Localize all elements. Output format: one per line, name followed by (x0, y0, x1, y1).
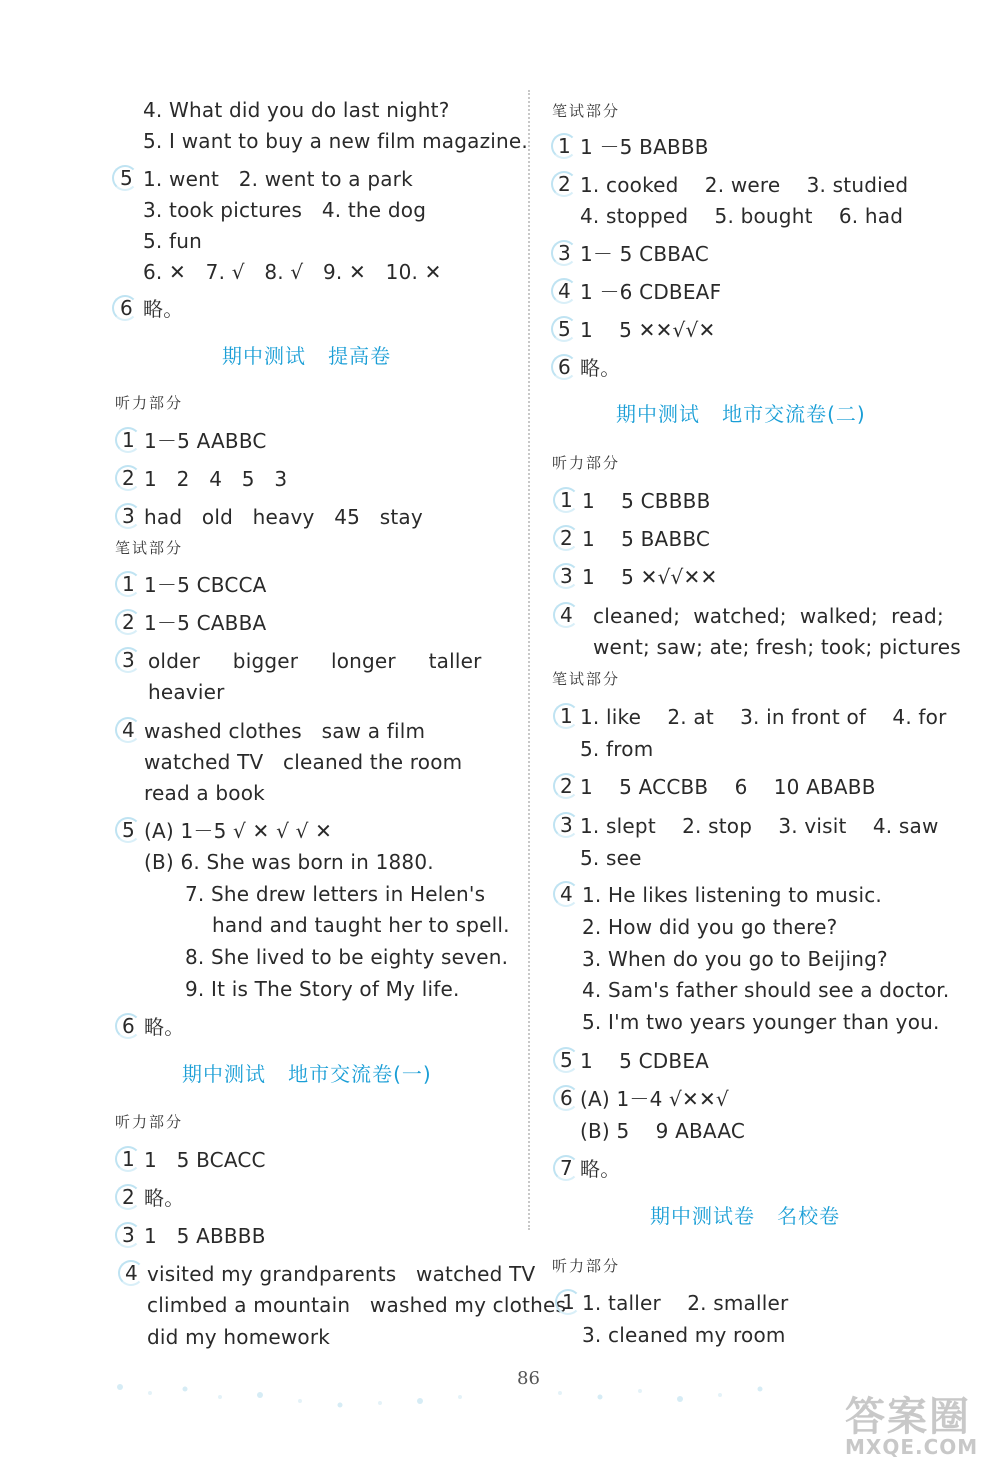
answer-line: 1 5 CDBEA (580, 1049, 710, 1073)
answer-line: older bigger longer taller (148, 649, 482, 673)
question-number: 1 (560, 704, 573, 728)
question-number: 1 (562, 1290, 575, 1314)
question-number: 6 (558, 355, 571, 379)
answer-line: 4. Sam's father should see a doctor. (582, 978, 950, 1002)
answer-line: 5. I want to buy a new film magazine. (143, 129, 528, 153)
subsection-label: 听力部分 (115, 1113, 184, 1131)
watermark-url: MXQE.COM (845, 1435, 979, 1459)
answer-line: 略。 (580, 356, 621, 380)
answer-line: 9. It is The Story of My life. (185, 977, 460, 1001)
answer-line: 1－5 CBCCA (144, 573, 267, 597)
question-number: 2 (560, 526, 573, 550)
answer-line: 1 2 4 5 3 (144, 467, 288, 491)
question-number: 4 (125, 1261, 138, 1285)
answer-line: 略。 (144, 1186, 185, 1210)
question-number: 2 (122, 610, 135, 634)
question-number: 7 (560, 1156, 573, 1180)
question-number: 5 (560, 1048, 573, 1072)
question-number: 4 (558, 279, 571, 303)
answer-line: 5. fun (143, 229, 203, 253)
answer-line: 7. She drew letters in Helen's (185, 882, 486, 906)
question-number: 2 (560, 774, 573, 798)
question-number: 2 (122, 466, 135, 490)
answer-line: 1 －5 BABBB (580, 135, 709, 159)
answer-line: 略。 (580, 1157, 621, 1181)
question-number: 1 (122, 572, 135, 596)
column-divider (528, 90, 530, 1230)
answer-line: 6. ✕ 7. √ 8. √ 9. ✕ 10. ✕ (143, 260, 442, 284)
answer-line: cleaned; watched; walked; read; (593, 604, 944, 628)
question-number: 6 (560, 1086, 573, 1110)
answer-line: 1 5 CBBBB (582, 489, 711, 513)
answer-line: (B) 6. She was born in 1880. (144, 850, 434, 874)
subsection-label: 笔试部分 (552, 102, 621, 120)
watermark-logo: 答案圈 (845, 1394, 971, 1440)
question-number: 5 (558, 317, 571, 341)
question-number: 4 (560, 882, 573, 906)
subsection-label: 听力部分 (552, 1257, 621, 1275)
answer-line: 1－ 5 CBBAC (580, 242, 709, 266)
question-number: 5 (122, 818, 135, 842)
answer-line: 1. cooked 2. were 3. studied (580, 173, 909, 197)
answer-line: 5. I'm two years younger than you. (582, 1010, 940, 1034)
question-number: 4 (122, 718, 135, 742)
answer-line: hand and taught her to spell. (212, 913, 510, 937)
answer-line: 4. stopped 5. bought 6. had (580, 204, 904, 228)
answer-line: had old heavy 45 stay (144, 505, 423, 529)
section-title: 期中测试 地市交流卷(二) (616, 402, 866, 426)
answer-line: (B) 5 9 ABAAC (580, 1119, 746, 1143)
answer-line: 略。 (143, 297, 184, 321)
answer-line: 1. went 2. went to a park (143, 167, 413, 191)
answer-line: climbed a mountain washed my clothes (147, 1293, 567, 1317)
subsection-label: 笔试部分 (552, 670, 621, 688)
question-number: 3 (122, 1223, 135, 1247)
section-title: 期中测试卷 名校卷 (650, 1204, 841, 1228)
answer-line: 1 5 ACCBB 6 10 ABABB (580, 775, 876, 799)
answer-line: 3. took pictures 4. the dog (143, 198, 427, 222)
subsection-label: 听力部分 (115, 394, 184, 412)
answer-line: 3. When do you go to Beijing? (582, 947, 888, 971)
question-number: 2 (558, 172, 571, 196)
question-number: 3 (122, 648, 135, 672)
answer-line: 5. from (580, 737, 654, 761)
answer-line: 1. taller 2. smaller (582, 1291, 789, 1315)
answer-line: heavier (148, 680, 225, 704)
question-number: 5 (120, 166, 133, 190)
question-number: 1 (558, 134, 571, 158)
answer-line: 1 5 ABBBB (144, 1224, 266, 1248)
question-number: 1 (122, 428, 135, 452)
answer-line: watched TV cleaned the room (144, 750, 463, 774)
answer-line: did my homework (147, 1325, 331, 1349)
answer-line: 5. see (580, 846, 642, 870)
question-number: 2 (122, 1185, 135, 1209)
answer-line: washed clothes saw a film (144, 719, 426, 743)
answer-line: 4. What did you do last night? (143, 98, 450, 122)
answer-line: 1. like 2. at 3. in front of 4. for (580, 705, 947, 729)
question-number: 4 (560, 603, 573, 627)
answer-line: 1 －6 CDBEAF (580, 280, 722, 304)
question-number: 3 (558, 241, 571, 265)
answer-line: went; saw; ate; fresh; took; pictures (593, 635, 961, 659)
question-number: 6 (120, 296, 133, 320)
answer-line: visited my grandparents watched TV (147, 1262, 536, 1286)
question-number: 3 (560, 564, 573, 588)
answer-line: 略。 (144, 1015, 185, 1039)
footer-dots-decoration (110, 1375, 890, 1415)
answer-line: 1 5 BCACC (144, 1148, 266, 1172)
answer-line: 8. She lived to be eighty seven. (185, 945, 509, 969)
answer-line: 1 5 ✕✕√√✕ (580, 318, 716, 342)
answer-line: 1. He likes listening to music. (582, 883, 882, 907)
answer-line: 1. slept 2. stop 3. visit 4. saw (580, 814, 939, 838)
question-number: 1 (560, 488, 573, 512)
subsection-label: 听力部分 (552, 454, 621, 472)
answer-line: (A) 1－5 √ ✕ √ √ ✕ (144, 819, 333, 843)
answer-line: (A) 1－4 √✕✕√ (580, 1087, 729, 1111)
section-title: 期中测试 地市交流卷(一) (182, 1062, 432, 1086)
answer-line: 1－5 CABBA (144, 611, 267, 635)
answer-line: 1 5 BABBC (582, 527, 711, 551)
page-number: 86 (517, 1368, 540, 1389)
subsection-label: 笔试部分 (115, 539, 184, 557)
answer-line: 1－5 AABBC (144, 429, 267, 453)
watermark (835, 1385, 995, 1465)
question-number: 3 (122, 504, 135, 528)
answer-line: read a book (144, 781, 265, 805)
section-title: 期中测试 提高卷 (222, 344, 392, 368)
answer-line: 1 5 ✕√√✕✕ (582, 565, 718, 589)
question-number: 1 (122, 1147, 135, 1171)
answer-line: 3. cleaned my room (582, 1323, 786, 1347)
answer-line: 2. How did you go there? (582, 915, 838, 939)
question-number: 6 (122, 1014, 135, 1038)
question-number: 3 (560, 813, 573, 837)
